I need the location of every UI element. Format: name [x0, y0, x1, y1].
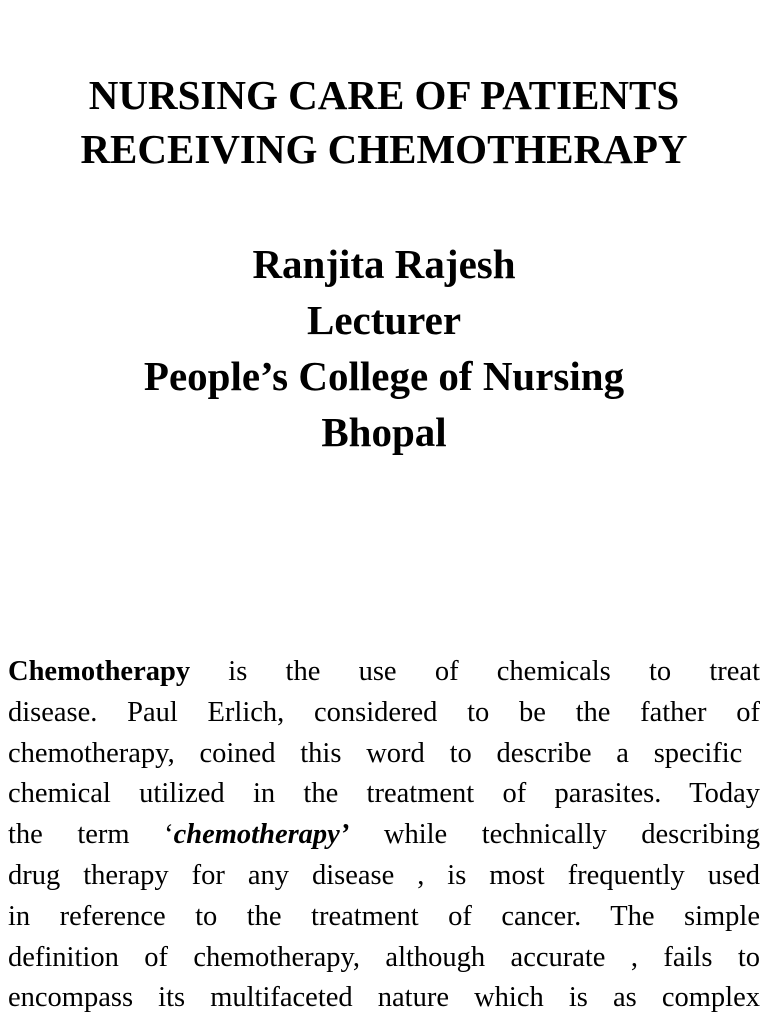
- paragraph-line-4: chemical utilized in the treatment of parasites. Today: [8, 778, 760, 810]
- paragraph-line-2: disease. Paul Erlich, considered to be the father of: [8, 696, 760, 728]
- line-5-after: while technically describing: [349, 819, 760, 851]
- title-line-2: RECEIVING CHEMOTHERAPY: [80, 126, 688, 172]
- document-title: [0, 68, 768, 176]
- line-1-rest: is the use of chemicals to treat: [190, 656, 760, 687]
- paragraph-line-3: chemotherapy, coined this word to describe a specific: [8, 737, 743, 769]
- author-city: Bhopal: [321, 409, 447, 455]
- paragraph-line-8: definition of chemotherapy, although accurate , fails to: [8, 941, 760, 973]
- author-block: [0, 236, 768, 460]
- line-5-before: the term ‘: [8, 819, 174, 851]
- paragraph-line-9: encompass its multifaceted nature which is as complex: [8, 982, 760, 1014]
- title-line-1: NURSING CARE OF PATIENTS: [88, 72, 680, 118]
- paragraph-line-1: [8, 652, 760, 693]
- author-institution: People’s College of Nursing: [143, 353, 625, 399]
- author-name: Ranjita Rajesh: [252, 241, 516, 287]
- lead-term: Chemotherapy: [8, 656, 191, 687]
- paragraph-line-7: in reference to the treatment of cancer. The simple: [8, 900, 760, 932]
- emphasized-term: chemotherapy’: [173, 819, 350, 851]
- paragraph-line-5: [8, 815, 760, 856]
- paragraph-line-6: drug therapy for any disease , is most frequently used: [8, 859, 760, 891]
- author-position: Lecturer: [306, 297, 462, 343]
- body-paragraph: [8, 652, 760, 1019]
